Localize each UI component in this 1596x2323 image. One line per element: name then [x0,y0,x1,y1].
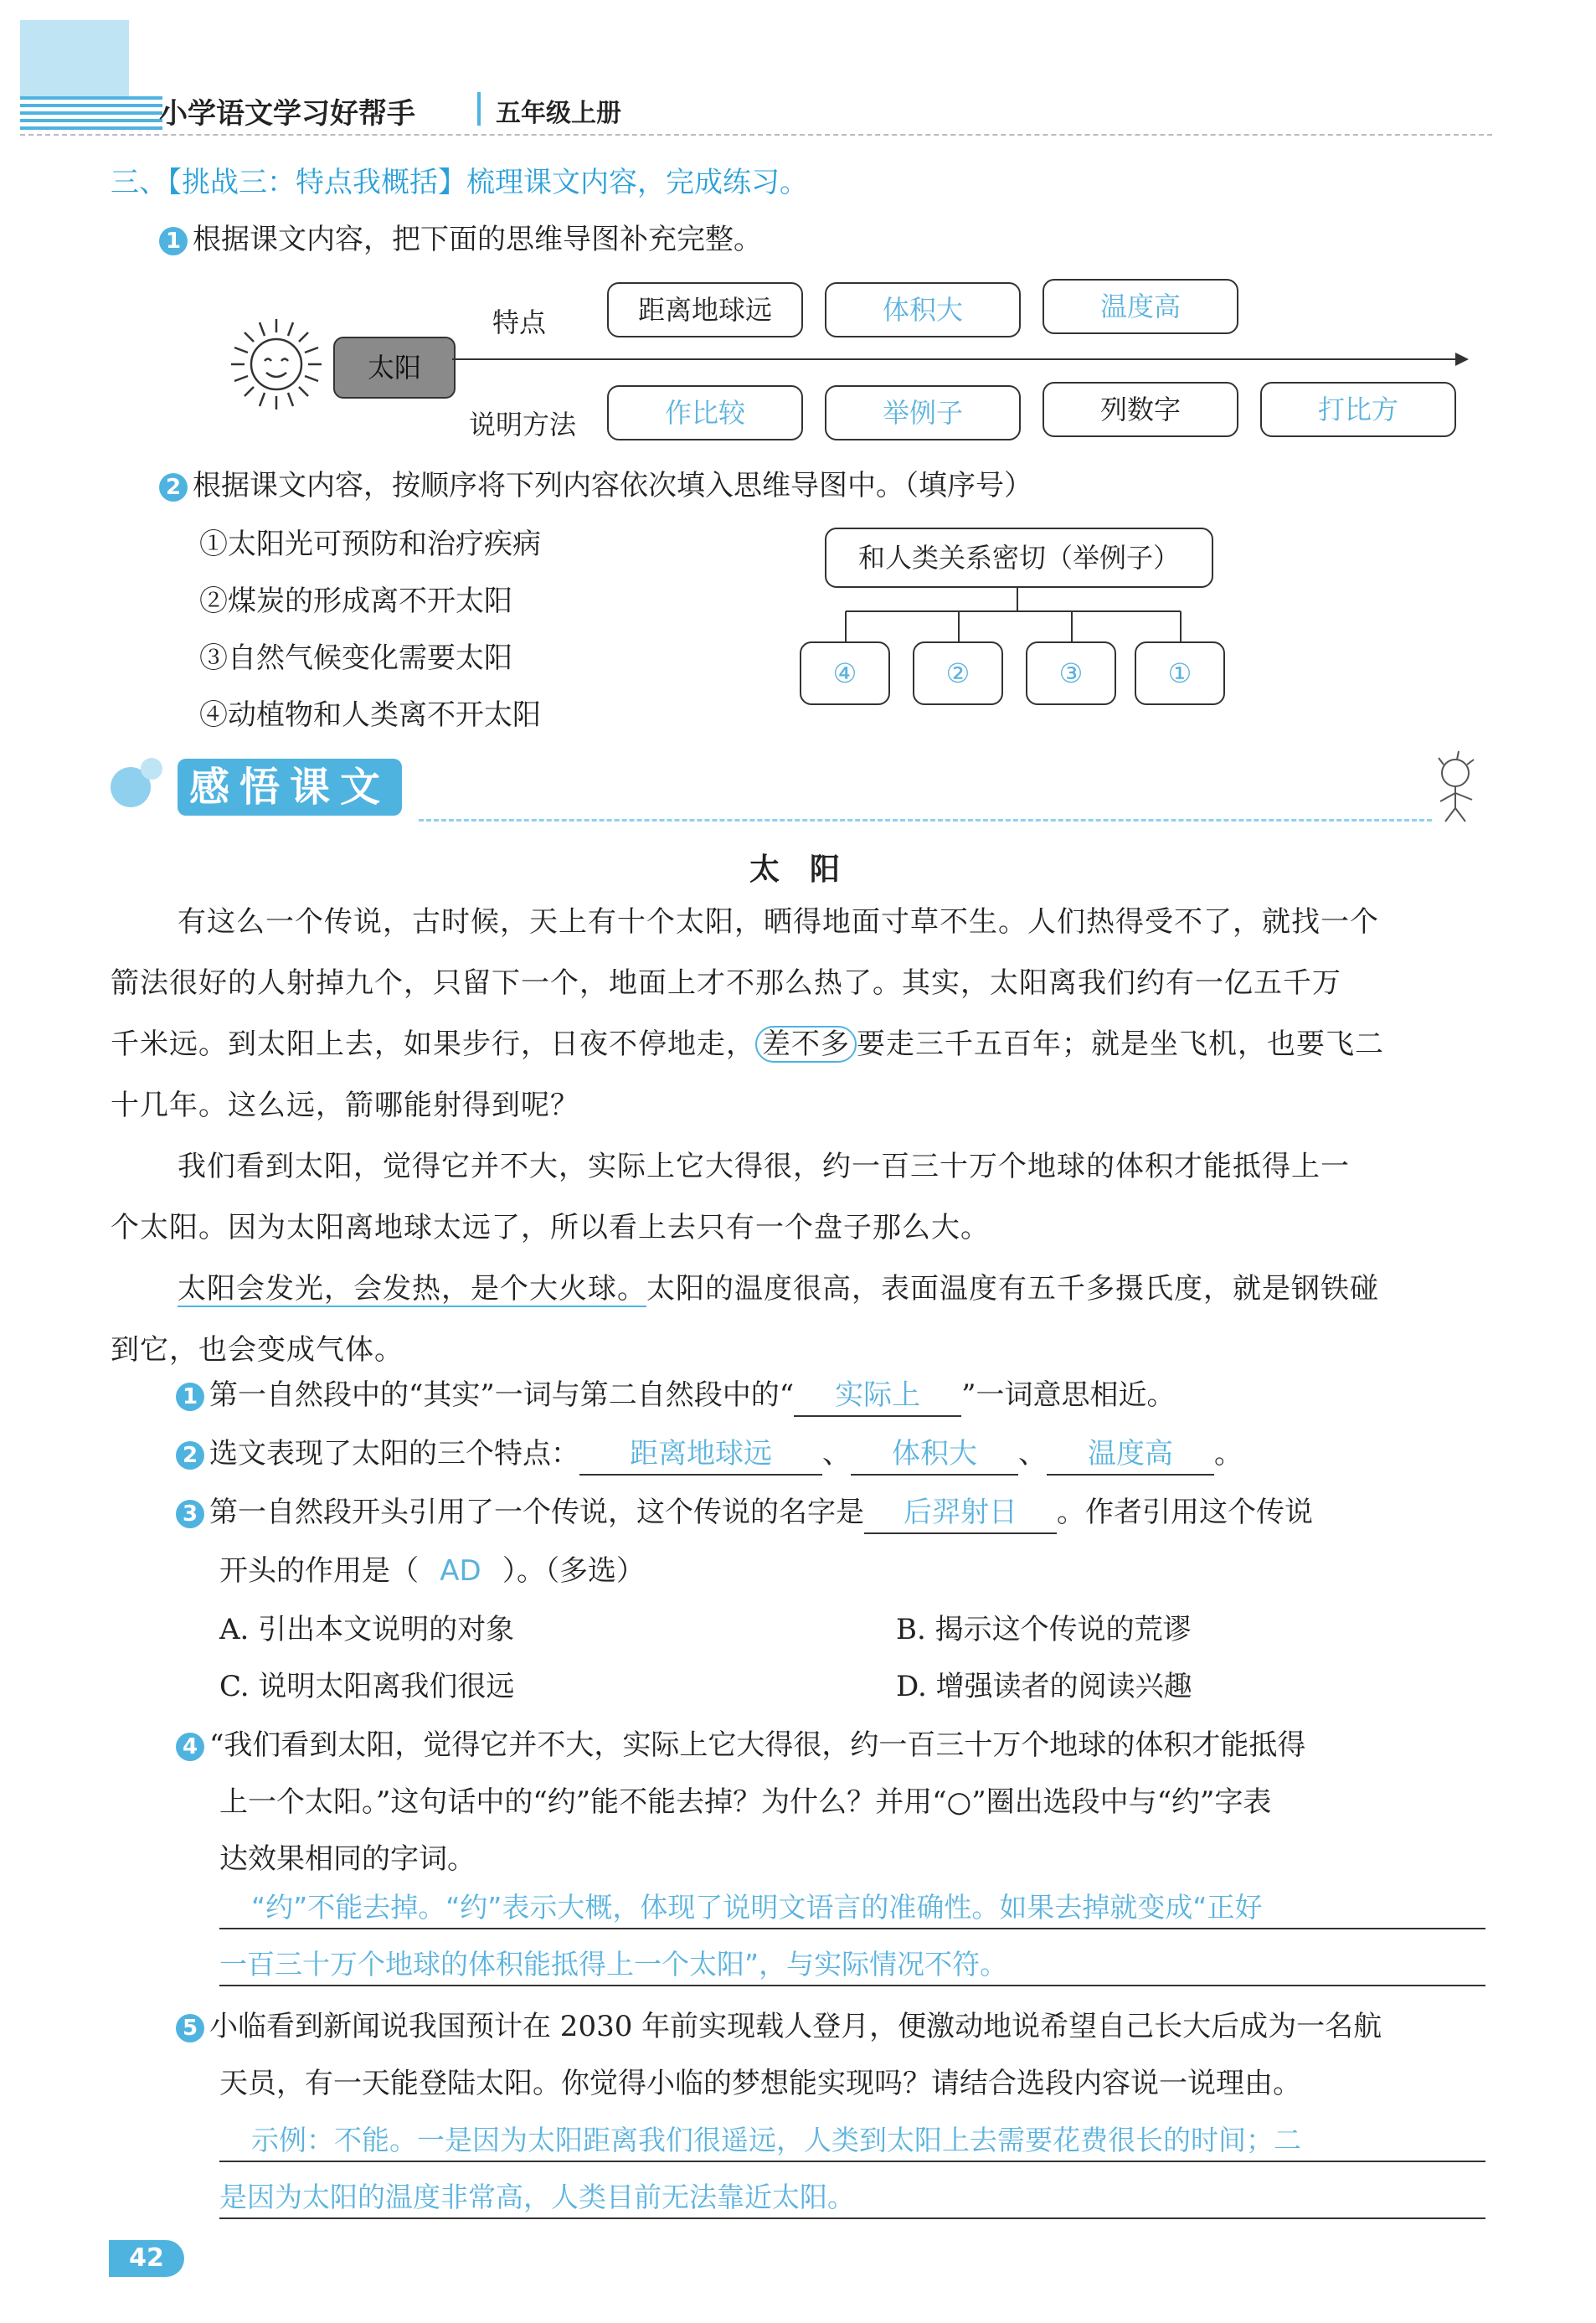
tree-leaf-1: ④ [800,641,890,705]
label-methods: 说明方法 [469,409,577,440]
question-5 [176,2006,1382,2047]
q2-text: 根据课文内容，按顺序将下列内容依次填入思维导图中。（填序号） [193,469,1032,502]
q2-item-1: ①太阳光可预防和治疗疾病 [199,528,541,561]
option-a: A. 引出本文说明的对象 [219,1613,515,1646]
question-2-sep-2: 、 [1018,1437,1047,1471]
question-4-line-3: 达效果相同的字词。 [219,1842,476,1876]
option-b: B. 揭示这个传说的荒谬 [896,1613,1192,1646]
question-2-sep-1: 、 [822,1437,851,1471]
p1-line-4: 十几年。这么远，箭哪能射得到呢？ [111,1089,579,1122]
tree-leaf-2: ② [913,641,1003,705]
header-divider [477,92,481,126]
header-title: 小学语文学习好帮手 [159,97,415,131]
question-1-pre: 第一自然段中的“其实”一词与第二自然段中的“ [209,1378,795,1412]
passage-title: 太 阳 [749,852,841,887]
header-stripes [20,96,162,130]
p3-line-2: 到它，也会变成气体。 [111,1333,404,1367]
header-dashed-line [20,134,1492,136]
question-2 [176,1434,1243,1476]
q2-item-2: ②煤炭的形成离不开太阳 [199,585,512,618]
question-2-number: 2 [176,1441,204,1470]
feature-box-2: 体积大 [825,282,1021,337]
question-1-post: ”一词意思相近。 [961,1378,1176,1412]
mindmap-arrow-head [1455,353,1469,366]
question-5-answer-1: 示例：不能。一是因为太阳距离我们很遥远，人类到太阳上去需要花费很长的时间；二 [251,2124,1301,2156]
tree-connectors [795,586,1231,645]
mindmap-center: 太阳 [333,337,456,399]
question-1-number: 1 [176,1383,204,1411]
question-5-answer-2: 是因为太阳的温度非常高，人类目前无法靠近太阳。 [219,2181,855,2213]
tree-leaf-4: ① [1135,641,1225,705]
banner-dashed-line [419,819,1432,822]
method-box-1: 作比较 [607,385,803,440]
p1-line-3a: 千米远。到太阳上去，如果步行，日夜不停地走， [111,1028,755,1061]
method-box-2: 举例子 [825,385,1021,440]
question-4-line-2: 上一个太阳。”这句话中的“约”能不能去掉？为什么？并用“○”圈出选段中与“约”字表 [219,1785,1272,1819]
question-3-number: 3 [176,1500,204,1528]
passage-para-3 [111,1259,1492,1381]
p2-line-2: 个太阳。因为太阳离地球太远了，所以看上去只有一个盘子那么大。 [111,1211,990,1244]
question-3 [176,1492,1313,1534]
mindmap-arrow-line [452,358,1457,360]
question-3-answer: 后羿射日 [864,1492,1057,1534]
question-2-answer-3: 温度高 [1047,1434,1214,1476]
question-4-answer-1: “约”不能去掉。“约”表示大概，体现了说明文语言的准确性。如果去掉就变成“正好 [251,1891,1263,1924]
page-number: 42 [109,2240,184,2277]
p3-line-1b: 太阳的温度很高，表面温度有五千多摄氏度，就是钢铁碰 [646,1272,1379,1306]
q2-item-4: ④动植物和人类离不开太阳 [199,698,541,732]
question-5-line-1: 小临看到新闻说我国预计在 2030 年前实现载人登月，便激动地说希望自己长大后成为一名航 [209,2010,1382,2043]
header-grade: 五年级上册 [496,99,621,128]
question-3-line-2 [219,1551,645,1591]
question-3-line2-post: ）。（多选） [502,1554,645,1588]
q1-number: 1 [159,227,188,255]
question-2-pre: 选文表现了太阳的三个特点： [209,1437,579,1471]
question-2-end: 。 [1214,1437,1243,1471]
question-3-pre: 第一自然段开头引用了一个传说，这个传说的名字是 [209,1496,864,1529]
method-box-3: 列数字 [1043,382,1238,437]
sun-icon [226,314,327,415]
q2-item-3: ③自然气候变化需要太阳 [199,641,512,675]
tree-root: 和人类关系密切（举例子） [825,528,1213,588]
question-1 [176,1375,1176,1417]
question-4 [176,1725,1305,1765]
banner-bubble-2 [141,758,162,780]
option-d: D. 增强读者的阅读兴趣 [896,1670,1192,1703]
option-c: C. 说明太阳离我们很远 [219,1670,515,1703]
question-5-number: 5 [176,2014,204,2042]
feature-box-3: 温度高 [1043,279,1238,334]
q1-prompt [159,219,762,260]
p1-line-2: 箭法很好的人射掉九个，只留下一个，地面上才不那么热了。其实，太阳离我们约有一亿五千万 [111,966,1341,1000]
label-features: 特点 [492,306,547,338]
tree-leaf-3: ③ [1026,641,1116,705]
q2-number: 2 [159,473,188,502]
question-5-line-2: 天员，有一天能登陆太阳。你觉得小临的梦想能实现吗？请结合选段内容说一说理由。 [219,2067,1301,2100]
question-4-line-1: “我们看到太阳，觉得它并不大，实际上它大得很，约一百三十万个地球的体积才能抵得 [209,1728,1306,1762]
underlined-sentence: 太阳会发光，会发热，是个大火球。 [178,1272,646,1306]
kid-icon [1424,749,1490,825]
question-1-answer: 实际上 [794,1375,961,1417]
question-4-answer-2: 一百三十万个地球的体积能抵得上一个太阳”，与实际情况不符。 [219,1948,1008,1980]
q4-answer-rule-2 [219,1985,1485,1986]
q1-text: 根据课文内容，把下面的思维导图补充完整。 [193,223,762,256]
p1-line-3b: 要走三千五百年；就是坐飞机，也要飞二 [857,1028,1384,1061]
p1-line-3 [111,1014,1492,1075]
banner-title: 感悟课文 [178,759,402,816]
question-3-line2-pre: 开头的作用是（ [219,1554,419,1588]
p2-line-1: 我们看到太阳，觉得它并不大，实际上它大得很，约一百三十万个地球的体积才能抵得上一 [178,1150,1350,1183]
q5-answer-rule-2 [219,2217,1485,2219]
passage-para-1 [111,892,1492,1136]
method-box-4: 打比方 [1260,382,1456,437]
section-heading: 三、【挑战三：特点我概括】梳理课文内容，完成练习。 [111,166,808,199]
p1-line-1: 有这么一个传说，古时候，天上有十个太阳，晒得地面寸草不生。人们热得受不了，就找一个 [178,905,1379,939]
question-4-number: 4 [176,1733,204,1761]
question-3-post: 。作者引用这个传说 [1057,1496,1313,1529]
question-2-answer-1: 距离地球远 [579,1434,822,1476]
q4-answer-rule-1 [219,1928,1485,1929]
q2-prompt [159,466,1032,506]
question-2-answer-2: 体积大 [851,1434,1018,1476]
q5-answer-rule-1 [219,2161,1485,2162]
circled-word: 差不多 [755,1026,857,1063]
feature-box-1: 距离地球远 [607,282,803,337]
passage-para-2 [111,1136,1492,1259]
question-3-answer-2: AD [440,1554,481,1588]
